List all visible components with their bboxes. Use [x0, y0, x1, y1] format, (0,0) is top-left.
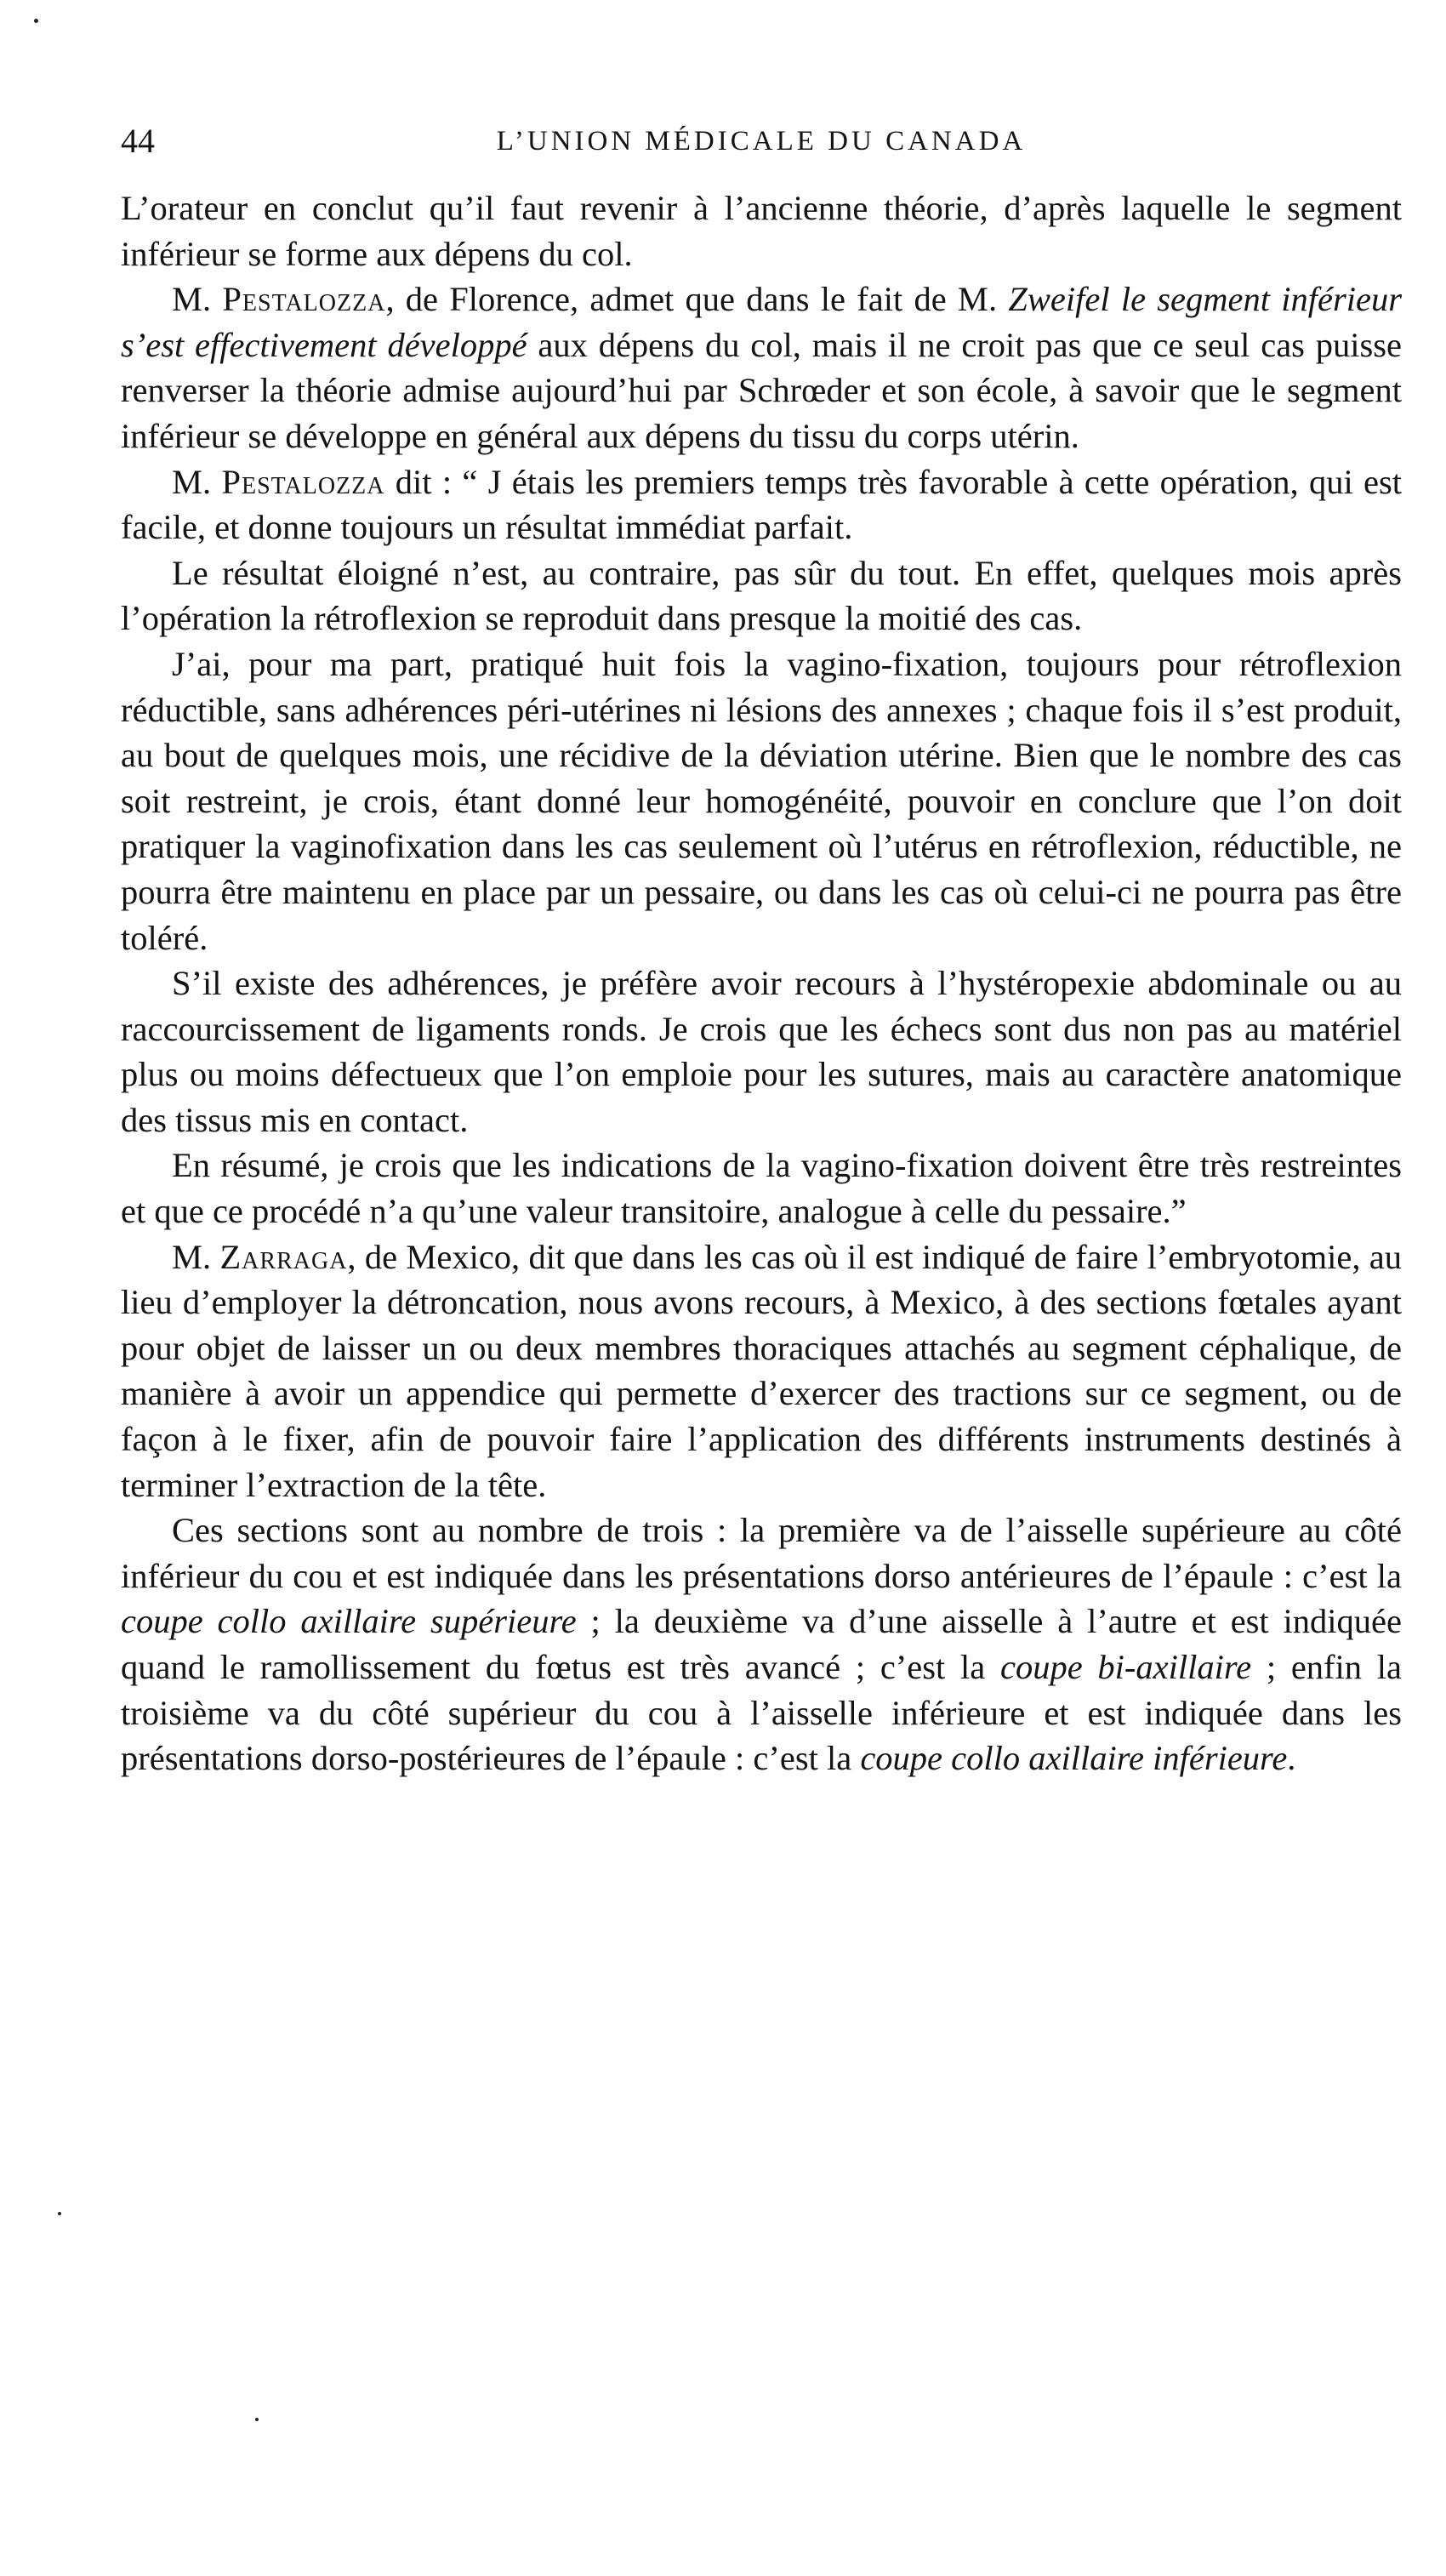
speaker-name: Pestalozza [222, 280, 386, 319]
text-run: ; la deuxième va d’une aisselle à l’autre et est indiquée quand le ramollissement du fœtus est très avancé ; c’est la [121, 1602, 1402, 1686]
text-run: Ces sections sont au nombre de trois : la première va de l’aisselle supérieure au côté inférieur du cou et est indiquée dans les présentations dorso antérieures de l’épaule : c’est la [121, 1511, 1402, 1595]
paragraph [121, 276, 1402, 459]
text-run: M. [172, 462, 222, 501]
paragraph [121, 550, 1402, 641]
speaker-name: Zarraga [219, 1237, 348, 1276]
text-run: Le résultat éloigné n’est, au contraire, pas sûr du tout. En effet, quelques mois après l’opération la rétroflexion se reproduit dans presque la moitié des cas. [121, 553, 1402, 638]
text-run: . [1287, 1739, 1296, 1778]
speaker-name: Pestalozza [221, 462, 385, 501]
paragraph [121, 1143, 1402, 1234]
running-title: L’UNION MÉDICALE DU CANADA [496, 126, 1027, 157]
paragraph [121, 1234, 1402, 1508]
paragraph [121, 641, 1402, 960]
scan-speck [255, 2418, 259, 2421]
article-body [121, 185, 1402, 1781]
text-run: J’ai, pour ma part, pratiqué huit fois la vagino-fixation, toujours pour rétroflexion réductible, sans adhérences péri-utérines ni lésions des annexes ; chaque fois il s’est produit, au bout de quelques mois, une récidive de la déviation utérine. Bien que le nombre des cas soit restreint, je crois, étant donné leur homogénéité, pouvoir en conclure que l’on doit pratiquer la vaginofixation dans les cas seulement où l’utérus en rétroflexion, réductible, ne pourra être maintenu en place par un pessaire, ou dans les cas où celui-ci ne pourra pas être toléré. [121, 644, 1402, 957]
text-run: M. [172, 280, 223, 319]
scan-speck [34, 19, 38, 23]
scan-speck [58, 2212, 61, 2215]
text-run: ; enfin la troisième va du côté supérieur du cou à l’aisselle inférieure et est indiquée dans les présentations dorso-postérieures de l’épaule : c’est la [121, 1648, 1402, 1778]
italic-term: Zweifel le segment inférieur s’est effectivement développé [121, 280, 1402, 364]
page-header [121, 116, 1402, 167]
document-page [121, 116, 1402, 1781]
italic-term: coupe bi-axillaire [999, 1648, 1252, 1686]
paragraph [121, 960, 1402, 1143]
paragraph [121, 185, 1402, 276]
text-run: aux dépens du col, mais il ne croit pas que ce seul cas puisse renverser la théorie admise aujourd’hui par Schrœder et son école, à savoir que le segment inférieur se développe en général aux dépens du tissu du corps utérin. [121, 325, 1402, 455]
text-run: , de Florence, admet que dans le fait de M. [385, 280, 1009, 319]
paragraph [121, 1507, 1402, 1781]
text-run: S’il existe des adhérences, je préfère avoir recours à l’hystéropexie abdominale ou au raccourcissement de ligaments ronds. Je crois que les échecs sont dus non pas au matériel plus ou moins défectueux que l’on emploie pour les sutures, mais au caractère anatomique des tissus mis en contact. [121, 964, 1402, 1139]
text-run: En résumé, je crois que les indications de la vagino-fixation doivent être très restreintes et que ce procédé n’a qu’une valeur transitoire, analogue à celle du pessaire.” [121, 1146, 1402, 1231]
text-run: , de Mexico, dit que dans les cas où il est indiqué de faire l’embryotomie, au lieu d’employer la détroncation, nous avons recours, à Mexico, à des sections fœtales ayant pour objet de laisser un ou deux membres thoraciques attachés au segment céphalique, de manière à avoir un appendice qui permette d’exercer des tractions sur ce segment, ou de façon à le fixer, afin de pouvoir faire l’application des différents instruments destinés à terminer l’extraction de la tête. [121, 1237, 1403, 1504]
text-run: M. [172, 1237, 220, 1276]
paragraph [121, 459, 1402, 550]
text-run: dit : “ J étais les premiers temps très favorable à cette opération, qui est facile, et donne toujours un résultat immédiat parfait. [121, 462, 1403, 547]
page-number: 44 [121, 122, 155, 160]
italic-term: coupe collo axillaire inférieure [860, 1739, 1288, 1778]
italic-term: coupe collo axillaire supérieure [121, 1602, 577, 1641]
text-run: L’orateur en conclut qu’il faut revenir à l’ancienne théorie, d’après laquelle le segment inférieur se forme aux dépens du col. [121, 189, 1402, 273]
